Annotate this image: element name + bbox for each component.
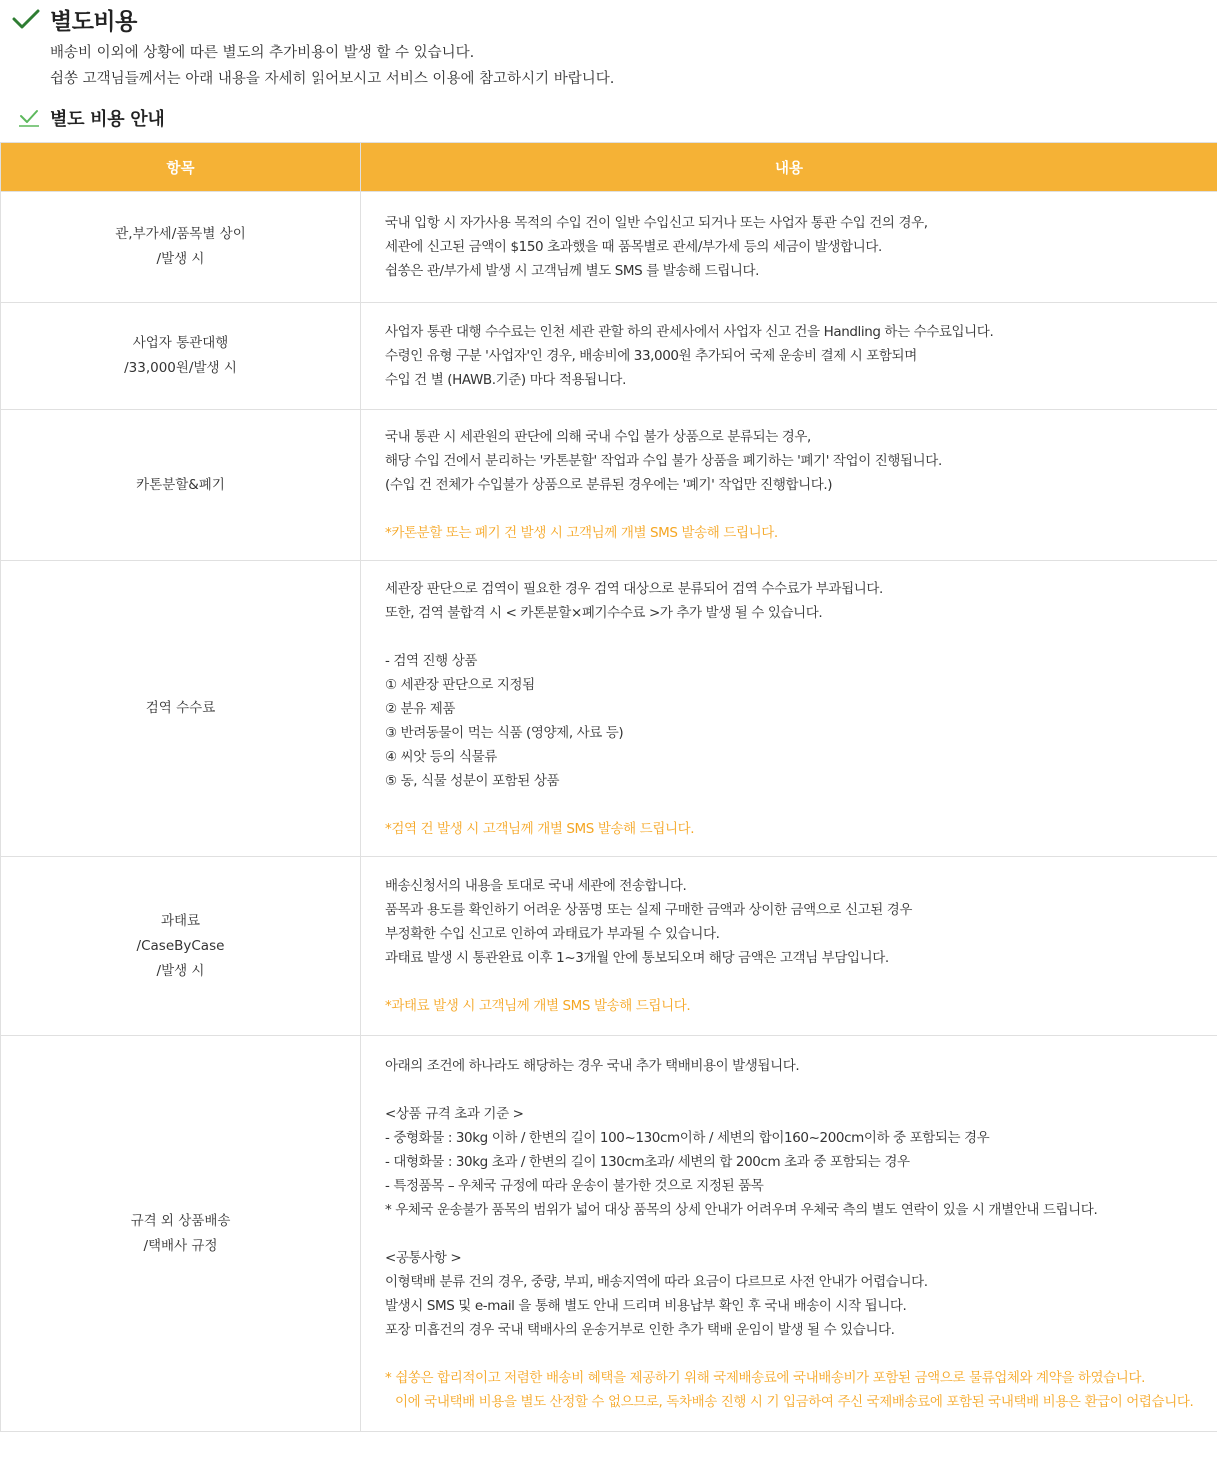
content-line: 해당 수입 건에서 분리하는 '카톤분할' 작업과 수입 불가 상품을 폐기하는 '폐기' 작업이 진행됩니다. — [385, 453, 942, 469]
spacer — [385, 497, 1193, 521]
notice-line: *검역 건 발생 시 고객님께 개별 SMS 발송해 드립니다. — [385, 820, 695, 837]
item-cell — [1, 857, 361, 1036]
item-cell — [1, 561, 361, 857]
item-label: /33,000원/발생 시 — [124, 360, 237, 376]
spacer — [385, 970, 1193, 994]
table-header-row — [1, 143, 1217, 192]
notice-line: * 쉽쏭은 합리적이고 저렴한 배송비 혜택을 제공하기 위해 국제배송료에 국내배송비가 포함된 금액으로 물류업체와 계약을 하였습니다. — [385, 1369, 1145, 1386]
subtitle-row — [18, 104, 164, 132]
fee-table — [0, 142, 1217, 1432]
content-line: ① 세관장 판단으로 지정됨 — [385, 676, 535, 693]
table-row — [1, 1036, 1217, 1432]
content-line: 세관장 판단으로 검역이 필요한 경우 검역 대상으로 분류되어 검역 수수료가 부과됩니다. — [385, 580, 883, 597]
content-line: ③ 반려동물이 먹는 식품 (영양제, 사료 등) — [385, 724, 624, 741]
spacer — [385, 1342, 1193, 1366]
item-label: 관,부가세/품목별 상이 — [115, 226, 246, 242]
content-line: 배송신청서의 내용을 토대로 국내 세관에 전송합니다. — [385, 878, 687, 894]
check-icon — [12, 8, 40, 30]
title-row — [12, 4, 137, 34]
spacer — [385, 1222, 1193, 1246]
content-line: ④ 씨앗 등의 식물류 — [385, 748, 497, 765]
item-label: 카톤분할&폐기 — [136, 476, 225, 493]
item-cell — [1, 303, 361, 410]
content-line: ② 분유 제품 — [385, 700, 456, 717]
spacer — [385, 793, 1193, 817]
item-label: 사업자 통관대행 — [132, 335, 229, 351]
notice-line: *과태료 발생 시 고객님께 개별 SMS 발송해 드립니다. — [385, 998, 691, 1014]
content-cell — [361, 857, 1217, 1036]
table-row — [1, 410, 1217, 561]
notice-line: *카톤분할 또는 폐기 건 발생 시 고객님께 개별 SMS 발송해 드립니다. — [385, 525, 778, 541]
table-body — [1, 192, 1217, 1432]
intro-line: 쉽쏭 고객님들께서는 아래 내용을 자세히 읽어보시고 서비스 이용에 참고하시기 바랍니다. — [50, 71, 615, 87]
item-label: 규격 외 상품배송 — [130, 1212, 231, 1229]
item-label: /CaseByCase — [136, 937, 225, 954]
content-line: 아래의 조건에 하나라도 해당하는 경우 국내 추가 택배비용이 발생됩니다. — [385, 1057, 800, 1074]
content-line: 국내 입항 시 자가사용 목적의 수입 건이 일반 수입신고 되거나 또는 사업자 통관 수입 건의 경우, — [385, 215, 928, 231]
item-label: /발생 시 — [156, 962, 205, 979]
page-title: 별도비용 — [50, 8, 137, 35]
content-cell — [361, 410, 1217, 561]
column-header-content: 내용 — [361, 143, 1217, 192]
content-line: 수령인 유형 구분 '사업자'인 경우, 배송비에 33,000원 추가되어 국제 운송비 결제 시 포함되며 — [385, 348, 917, 364]
content-line: - 중형화물 : 30kg 이하 / 한변의 길이 100~130cm이하 / 세변의 합이160~200cm이하 중 포함되는 경우 — [385, 1129, 990, 1146]
content-line: <공통사항 > — [385, 1249, 462, 1266]
content-line: 발생시 SMS 및 e-mail 을 통해 별도 안내 드리며 비용납부 확인 후 국내 배송이 시작 됩니다. — [385, 1297, 907, 1314]
notice-line: 이에 국내택배 비용을 별도 산정할 수 없으므로, 독차배송 진행 시 기 입금하여 주신 국제배송료에 포함된 국내택배 비용은 환급이 어렵습니다. — [395, 1393, 1194, 1410]
content-line: 이형택배 분류 건의 경우, 중량, 부피, 배송지역에 따라 요금이 다르므로 사전 안내가 어렵습니다. — [385, 1273, 928, 1290]
content-line: 세관에 신고된 금액이 $150 초과했을 때 품목별로 관세/부가세 등의 세금이 발생합니다. — [385, 239, 882, 255]
item-label: /택배사 규정 — [143, 1237, 218, 1254]
content-line: <상품 규격 초과 기준 > — [385, 1105, 524, 1122]
item-cell — [1, 1036, 361, 1432]
content-line: 수입 건 별 (HAWB.기준) 마다 적용됩니다. — [385, 372, 626, 388]
content-line: - 검역 진행 상품 — [385, 652, 477, 669]
page-header — [12, 4, 137, 34]
item-label: /발생 시 — [156, 251, 205, 267]
content-line: (수입 건 전체가 수입불가 상품으로 분류된 경우에는 '폐기' 작업만 진행합니다.) — [385, 477, 833, 493]
content-line: 과태료 발생 시 통관완료 이후 1~3개월 안에 통보되오며 해당 금액은 고객님 부담입니다. — [385, 950, 889, 966]
content-line: 쉽쏭은 관/부가세 발생 시 고객님께 별도 SMS 를 발송해 드립니다. — [385, 263, 760, 279]
content-line: 사업자 통관 대행 수수료는 인천 세관 관할 하의 관세사에서 사업자 신고 건을 Handling 하는 수수료입니다. — [385, 324, 994, 340]
content-line: 국내 통관 시 세관원의 판단에 의해 국내 수입 불가 상품으로 분류되는 경우, — [385, 429, 811, 445]
spacer — [385, 625, 1193, 649]
content-cell — [361, 303, 1217, 410]
section-subtitle: 별도 비용 안내 — [50, 109, 165, 130]
check-icon — [18, 108, 40, 128]
intro-text — [50, 40, 614, 92]
item-label: 과태료 — [160, 912, 201, 929]
content-line: 부정확한 수입 신고로 인하여 과태료가 부과될 수 있습니다. — [385, 926, 720, 942]
content-line: 품목과 용도를 확인하기 어려운 상품명 또는 실제 구매한 금액과 상이한 금액으로 신고된 경우 — [385, 902, 913, 918]
content-cell — [361, 561, 1217, 857]
content-cell — [361, 1036, 1217, 1432]
content-line: ⑤ 동, 식물 성분이 포함된 상품 — [385, 772, 560, 789]
content-line: 포장 미흡건의 경우 국내 택배사의 운송거부로 인한 추가 택배 운임이 발생 될 수 있습니다. — [385, 1321, 895, 1338]
content-line: - 특정품목 – 우체국 규정에 따라 운송이 불가한 것으로 지정된 품목 — [385, 1177, 764, 1194]
item-label: 검역 수수료 — [145, 700, 216, 716]
item-cell — [1, 410, 361, 561]
content-line: * 우체국 운송불가 품목의 범위가 넓어 대상 품목의 상세 안내가 어려우며 우체국 측의 별도 연락이 있을 시 개별안내 드립니다. — [385, 1201, 1098, 1218]
content-cell — [361, 192, 1217, 303]
spacer — [385, 1078, 1193, 1102]
column-header-item: 항목 — [1, 143, 361, 192]
content-line: 또한, 검역 불합격 시 < 카톤분할×폐기수수료 >가 추가 발생 될 수 있습니다. — [385, 604, 823, 621]
table-row — [1, 561, 1217, 857]
item-cell — [1, 192, 361, 303]
table-row — [1, 303, 1217, 410]
table-row — [1, 192, 1217, 303]
content-line: - 대형화물 : 30kg 초과 / 한변의 길이 130cm초과/ 세변의 합 200cm 초과 중 포함되는 경우 — [385, 1153, 910, 1170]
table-row — [1, 857, 1217, 1036]
intro-line: 배송비 이외에 상황에 따른 별도의 추가비용이 발생 할 수 있습니다. — [50, 45, 475, 61]
